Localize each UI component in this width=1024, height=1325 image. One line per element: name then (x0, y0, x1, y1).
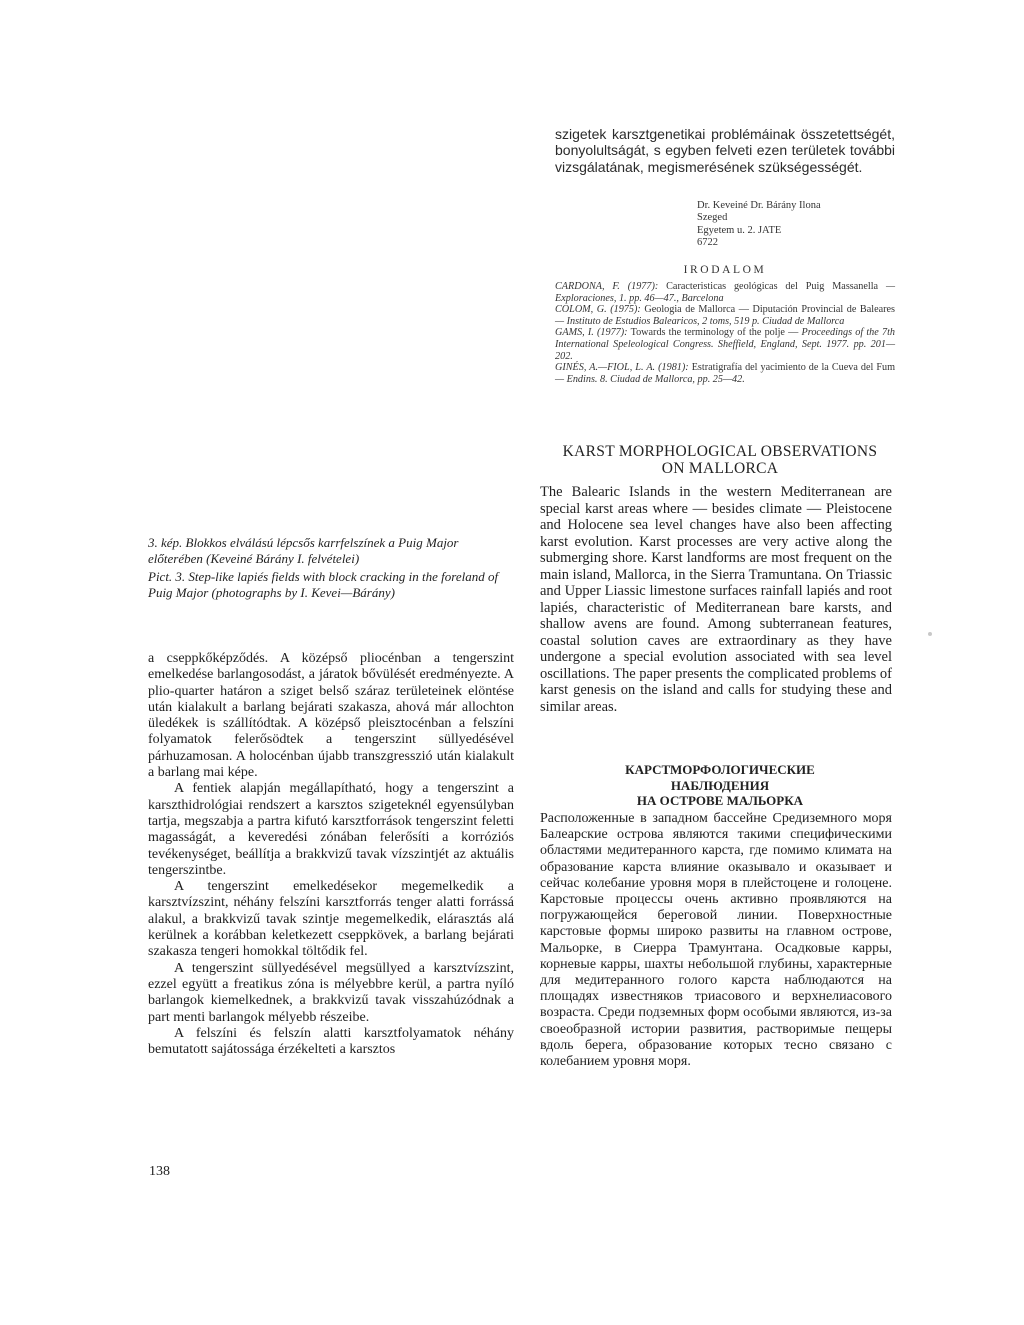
english-title-line: KARST MORPHOLOGICAL OBSERVATIONS (562, 443, 878, 460)
reference-author: GAMS, I. (1977): (555, 327, 628, 339)
figure-caption (148, 535, 513, 600)
body-paragraph: a cseppkőképződés. A középső pliocénban a tengerszint emelkedése barlangosodást, a járatok bővülését eredményezte. A plio-quarter határon a sziget belső száraz területeinek elöntése után kialakult a barlang bejárati szakasza, ahová már allochton üledékek is szállítódtak. A középső pleisztocénban a felszíni folyamatok felerősödtek a tengerszint süllyedésével párhuzamosan. A holocénban újabb transzgresszió után kialakult a barlang mai képe. (148, 651, 514, 781)
english-abstract-text: The Balearic Islands in the western Mediterranean are special karst areas where — besides climate — Pleistocene and Holocene sea level changes have also been affecting karst evolution. Karst processes are very active along the submerging shore. Karst landforms are most frequent on the main island, Mallorca, in the Sierra Tramuntana. On Triassic and Upper Liassic limestone surfaces rainfall lapiés and root lapiés, characteristic of Mediterranean bare karsts, and shallow avens are found. Among subterranean features, coastal solution caves are extraordinary as they have undergone a special evolution associated with sea level oscillations. The paper presents the complicated problems of karst genesis on the island and calls for studying these and similar areas. (540, 484, 892, 715)
russian-abstract (540, 811, 892, 1070)
reference-item (555, 304, 895, 327)
intro-paragraph (555, 126, 895, 175)
reference-author: COLOM, G. (1975): (555, 304, 641, 316)
address-line: Szeged (697, 212, 728, 224)
references-heading: IRODALOM (683, 264, 767, 276)
speck-mark (928, 632, 932, 636)
references-list (555, 281, 895, 385)
reference-item (555, 327, 895, 362)
body-paragraph: A tengerszint emelkedésekor megemelkedik a karsztvízszint, néhány felszíni karsztforrás tenger alatti forrássá alakul, a brakkvizű tavak szintje megemelkedik, elárasztás alá kerülnek a korábban keletkezett cseppkövek, a barlang bejárati szakasza tengeri homokkal töltődik fel. (148, 879, 514, 960)
russian-title-line: НАБЛЮДЕНИЯ (670, 777, 770, 793)
address-line: 6722 (697, 237, 718, 249)
caption-english: Pict. 3. Step-like lapiés fields with block cracking in the foreland of Puig Major (photographs by I. Kevei—Bárány) (148, 569, 499, 600)
reference-source: — Exploraciones, 1. pp. 46—47., Barcelona (555, 281, 896, 304)
reference-source: — Endins. 8. Ciudad de Mallorca, pp. 25—42. (555, 373, 745, 385)
address-line: Egyetem u. 2. JATE (697, 224, 782, 236)
body-paragraph: A felszíni és felszín alatti karsztfolyamatok néhány bemutatott sajátossága érzékelteti a karsztos (148, 1025, 514, 1058)
reference-text: Caracteristicas geológicas del Puig Massanella (666, 281, 879, 292)
author-address (697, 200, 897, 250)
reference-source: — Instituto de Estudios Balearicos, 2 toms, 519 p. Ciudad de Mallorca (555, 315, 845, 327)
english-abstract (540, 484, 892, 715)
english-title-line: ON MALLORCA (661, 460, 779, 477)
reference-text: Geologia de Mallorca — Diputación Provincial de Baleares (644, 304, 895, 316)
reference-source: Proceedings of the 7th International Speleological Congress. Sheffield, England, Sept. 1977. pp. 201—202. (555, 327, 895, 362)
russian-title-line: НА ОСТРОВЕ МАЛЬОРКА (636, 793, 804, 808)
caption-hungarian: 3. kép. Blokkos elválású lépcsős karrfelszínek a Puig Major előterében (Keveiné Bárány I. felvételei) (148, 535, 459, 566)
english-title (540, 443, 900, 477)
reference-text: Towards the terminology of the polje — (630, 327, 799, 339)
russian-title-line: КАРСТМОРФОЛОГИЧЕСКИЕ (625, 762, 815, 777)
intro-text: szigetek karsztgenetikai problémáinak összetettségét, bonyolultságát, s egyben felveti ezen területek további vizsgálatának, megismerésének szükségességét. (555, 126, 895, 175)
russian-title (560, 762, 880, 809)
hungarian-body (148, 651, 514, 1058)
russian-abstract-text: Расположенные в западном бассейне Средиземного моря Балеарские острова являются такими специфическими областями медитеранного карста, где помимо климата на образование карста влияние оказывало и оказывает и сейчас колебание уровня моря в плейстоцене и голоцене. Карстовые процессы очень активно проявляются на погружающейся береговой линии. Поверхностные карстовые формы широко развиты на главном острове, Мальорке, в Сиерра Трамунтана. Осадковые карры, корневые карры, шахты небольшой глубины, характерные для медитеранного голого карста наблюдаются на площадях известняков триасового и верхнелиасового возраста. Среди подземных форм особыми являются, из-за своеобразной истории развития, растворимые пещеры вдоль берега, образование которых тесно связано с колебанием уровня моря. (540, 811, 892, 1070)
body-paragraph: A tengerszint süllyedésével megsüllyed a karsztvízszint, ezzel együtt a freatikus zóna is mélyebbre kerül, a partra nyíló barlangok kiemelkednek, a brakkvizű tavak visszahúzódnak a part menti barlangok mélyebb részeibe. (148, 960, 514, 1025)
page-number: 138 (149, 1164, 170, 1179)
reference-item (555, 362, 895, 385)
address-line: Dr. Keveiné Dr. Bárány Ilona (697, 200, 821, 211)
reference-text: Estratigrafía del yacimiento de la Cueva del Fum (691, 362, 896, 374)
reference-item (555, 281, 895, 304)
body-paragraph: A fentiek alapján megállapítható, hogy a tengerszint a karszthidrológiai rendszert a karsztos szigeteknél egyensúlyban tartja, megszabja a partra kifutó karsztforrások tengerszint feletti magasságát, a keveredési zónában felerősíti a korróziós tevékenységet, beállítja a brakkvizű tavak vízszintjét az aktuális tengerszintbe. (148, 781, 514, 878)
reference-author: CARDONA, F. (1977): (555, 281, 659, 292)
reference-author: GINÉS, A.—FIOL, L. A. (1981): (555, 362, 689, 374)
